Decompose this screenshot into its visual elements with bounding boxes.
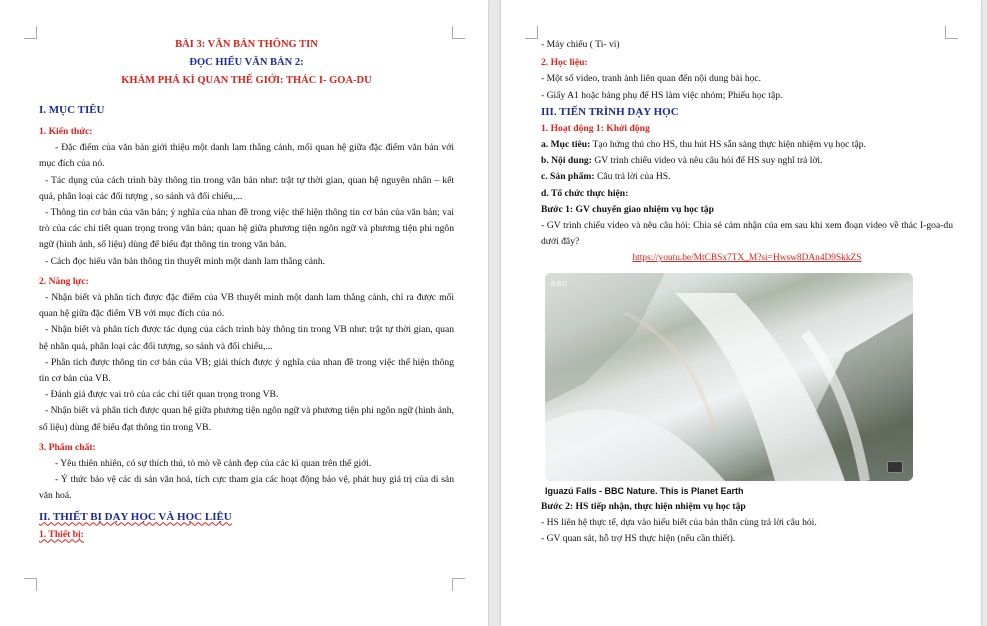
san-pham-line: c. Sản phẩm: Câu trả lời của HS.: [541, 171, 671, 183]
paragraph: - Đặc điểm của văn bản giới thiệu một danh lam thắng cảnh, mối quan hệ giữa đặc điểm văn bản với mục đích của nó.: [39, 142, 454, 170]
lesson-title: BÀI 3: VĂN BẢN THÔNG TIN: [175, 39, 318, 50]
section-thiet-bi: II. THIẾT BỊ DẠY HỌC VÀ HỌC LIỆU: [39, 510, 232, 523]
paragraph: - Nhận biết và phân tích được đặc điểm của VB thuyết minh một danh lam thắng cảnh, chỉ ra được mối quan hệ giữa đặc điểm VB với mục đích của nó.: [39, 292, 454, 320]
waterfall-image: [545, 273, 913, 481]
paragraph: - Giấy A1 hoặc bảng phụ để HS làm việc nhóm; Phiếu học tập.: [541, 89, 783, 101]
page-right-content: [541, 37, 953, 547]
paragraph: - Yêu thiên nhiên, có sự thích thú, tò mò về cảnh đẹp của các kì quan trên thế giới.: [55, 458, 372, 470]
bbc-watermark: BBC: [551, 280, 569, 288]
youtube-link[interactable]: https://youtu.be/MtCBSx7TX_M?si=Hwsw8DAn4D9SkkZS: [632, 253, 862, 264]
paragraph: - GV trình chiếu video và nêu câu hỏi: Chia sẻ cảm nhận của em sau khi xem đoạn video về thác I-goa-du dưới đây?: [541, 220, 953, 248]
video-channel-icon: [887, 461, 903, 473]
heading-hoat-dong-1: 1. Hoạt động 1: Khởi động: [541, 122, 650, 134]
paragraph: - Thông tin cơ bản của văn bản; ý nghĩa của nhan đề trong việc thể hiện thông tin cơ bản của văn bản; vai trò của các chi tiết quan trọng trong văn bản; quan hệ giữa phương tiện ngôn ngữ và phương tiện phi ngôn ngữ (hình ảnh, số liệu) dùng để biểu đạt thông tin trong văn bản.: [39, 207, 454, 251]
paragraph: - Nhận biết và phân tích được quan hệ giữa phương tiện ngôn ngữ và phương tiện phi ngôn ngữ (hình ảnh, số liệu) dùng để biểu đạt thông tin trong VB.: [39, 405, 454, 433]
paragraph: - Đánh giá được vai trò của các chi tiết quan trọng trong VB.: [45, 389, 279, 401]
section-muc-tieu: I. MỤC TIÊU: [39, 104, 105, 116]
heading-nang-luc: 2. Năng lực:: [39, 275, 89, 287]
corner-mark-top-left: [525, 26, 538, 39]
muc-tieu-line: a. Mục tiêu: Tạo hứng thú cho HS, thu hút HS sẵn sàng thực hiện nhiệm vụ học tập.: [541, 139, 866, 151]
document-page-left: [0, 0, 488, 626]
corner-mark-bottom-left: [24, 578, 37, 591]
corner-mark-top-left: [24, 26, 37, 39]
reading-title: ĐỌC HIỂU VĂN BẢN 2:: [189, 57, 304, 68]
video-caption: Iguazú Falls - BBC Nature. This is Planet Earth: [545, 485, 744, 496]
paragraph: - GV quan sát, hỗ trợ HS thực hiện (nếu cần thiết).: [541, 533, 736, 545]
paragraph: - Ý thức bảo vệ các di sản văn hoá, tích cực tham gia các hoạt động bảo vệ, phát huy giá trị của di sản văn hoá.: [39, 474, 454, 502]
text-title: KHÁM PHÁ KÌ QUAN THẾ GIỚI: THÁC I- GOA-DU: [121, 75, 372, 86]
noi-dung-line: b. Nội dung: GV trình chiếu video và nêu câu hỏi để HS suy nghĩ trả lời.: [541, 155, 823, 167]
corner-mark-bottom-right: [452, 578, 465, 591]
heading-kien-thuc: 1. Kiến thức:: [39, 126, 93, 137]
heading-thiet-bi: 1. Thiết bị:: [39, 528, 84, 540]
paragraph: - Tác dụng của cách trình bày thông tin trong văn bản như: trật tự thời gian, quan hệ nguyên nhân – kết quả, phân loại các đối tượng , so sánh và đối chiếu,...: [39, 174, 454, 202]
section-tien-trinh: III. TIẾN TRÌNH DẠY HỌC: [541, 105, 679, 118]
paragraph: - Máy chiếu ( Ti- vi): [541, 39, 620, 50]
heading-pham-chat: 3. Phẩm chất:: [39, 441, 96, 453]
paragraph: - Cách đọc hiểu văn bản thông tin thuyết minh một danh lam thắng cảnh.: [45, 255, 326, 267]
paragraph: - HS liên hệ thực tế, dựa vào hiểu biết của bản thân cùng trả lời câu hỏi.: [541, 516, 817, 528]
video-thumbnail[interactable]: [545, 273, 913, 481]
to-chuc-line: d. Tổ chức thực hiện:: [541, 187, 629, 199]
page-left-content: [39, 36, 454, 543]
heading-hoc-lieu: 2. Học liệu:: [541, 57, 588, 69]
buoc-2-heading: Bước 2: HS tiếp nhận, thực hiện nhiệm vụ học tập: [541, 500, 746, 512]
paragraph: - Nhận biết và phân tích được tác dụng của cách trình bày thông tin trong VB như: trật tự thời gian, quan hệ nhân quả, phân loại các đối tượng, so sánh và đối chiếu,...: [39, 324, 454, 352]
paragraph: - Một số video, tranh ảnh liên quan đến nội dung bài học.: [541, 73, 762, 85]
document-page-right: [501, 0, 981, 626]
buoc-1-heading: Bước 1: GV chuyển giao nhiệm vụ học tập: [541, 203, 714, 215]
paragraph: - Phân tích được thông tin cơ bản của VB; giải thích được ý nghĩa của nhan đề trong việc thể hiện thông tin cơ bản của VB.: [39, 356, 454, 385]
